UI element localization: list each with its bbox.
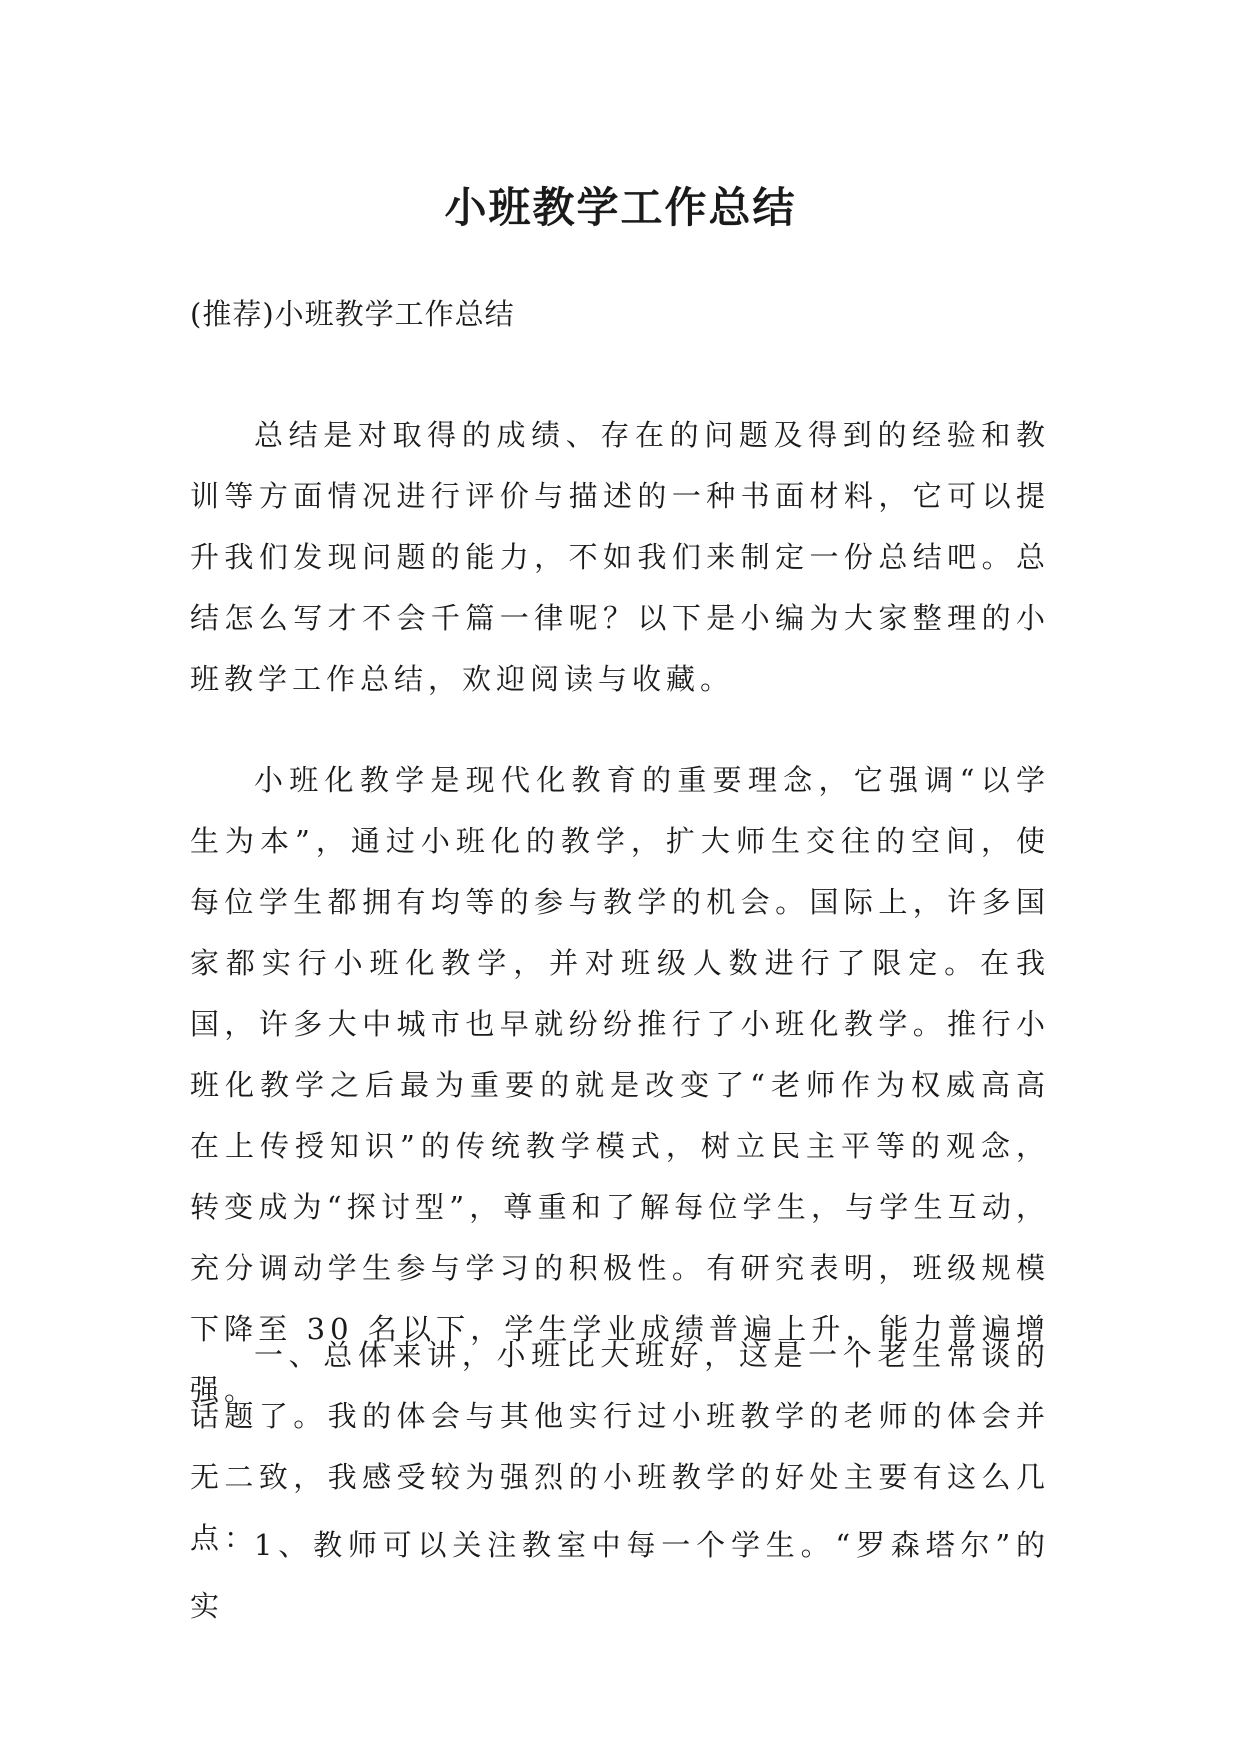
document-subtitle: (推荐)小班教学工作总结: [190, 297, 515, 331]
page-title: 小班教学工作总结: [444, 183, 797, 233]
paragraph-main: 小班化教学是现代化教育的重要理念，它强调“以学生为本”，通过小班化的教学，扩大师生交往的空间，使每位学生都拥有均等的参与教学的机会。国际上，许多国家都实行小班化教学，并对班级人数进行了限定。在我国，许多大中城市也早就纷纷推行了小班化教学。推行小班化教学之后最为重要的就是改变了“老师作为权威高高在上传授知识”的传统教学模式，树立民主平等的观念，转变成为“探讨型”，尊重和了解每位学生，与学生互动，充分调动学生参与学习的积极性。有研究表明，班级规模下降至 30 名以下，学生学业成绩普遍上升，能力普遍增强。: [190, 763, 1050, 1407]
paragraph-section-one: 一、总体来讲，小班比大班好，这是一个老生常谈的话题了。我的体会与其他实行过小班教学的老师的体会并无二致，我感受较为强烈的小班教学的好处主要有这么几点：: [190, 1338, 1050, 1555]
paragraph-point-one: 1、教师可以关注教室中每一个学生。“罗森塔尔”的实: [190, 1528, 1050, 1623]
paragraph-intro: 总结是对取得的成绩、存在的问题及得到的经验和教训等方面情况进行评价与描述的一种书面材料，它可以提升我们发现问题的能力，不如我们来制定一份总结吧。总结怎么写才不会千篇一律呢？以下是小编为大家整理的小班教学工作总结，欢迎阅读与收藏。: [190, 418, 1050, 696]
